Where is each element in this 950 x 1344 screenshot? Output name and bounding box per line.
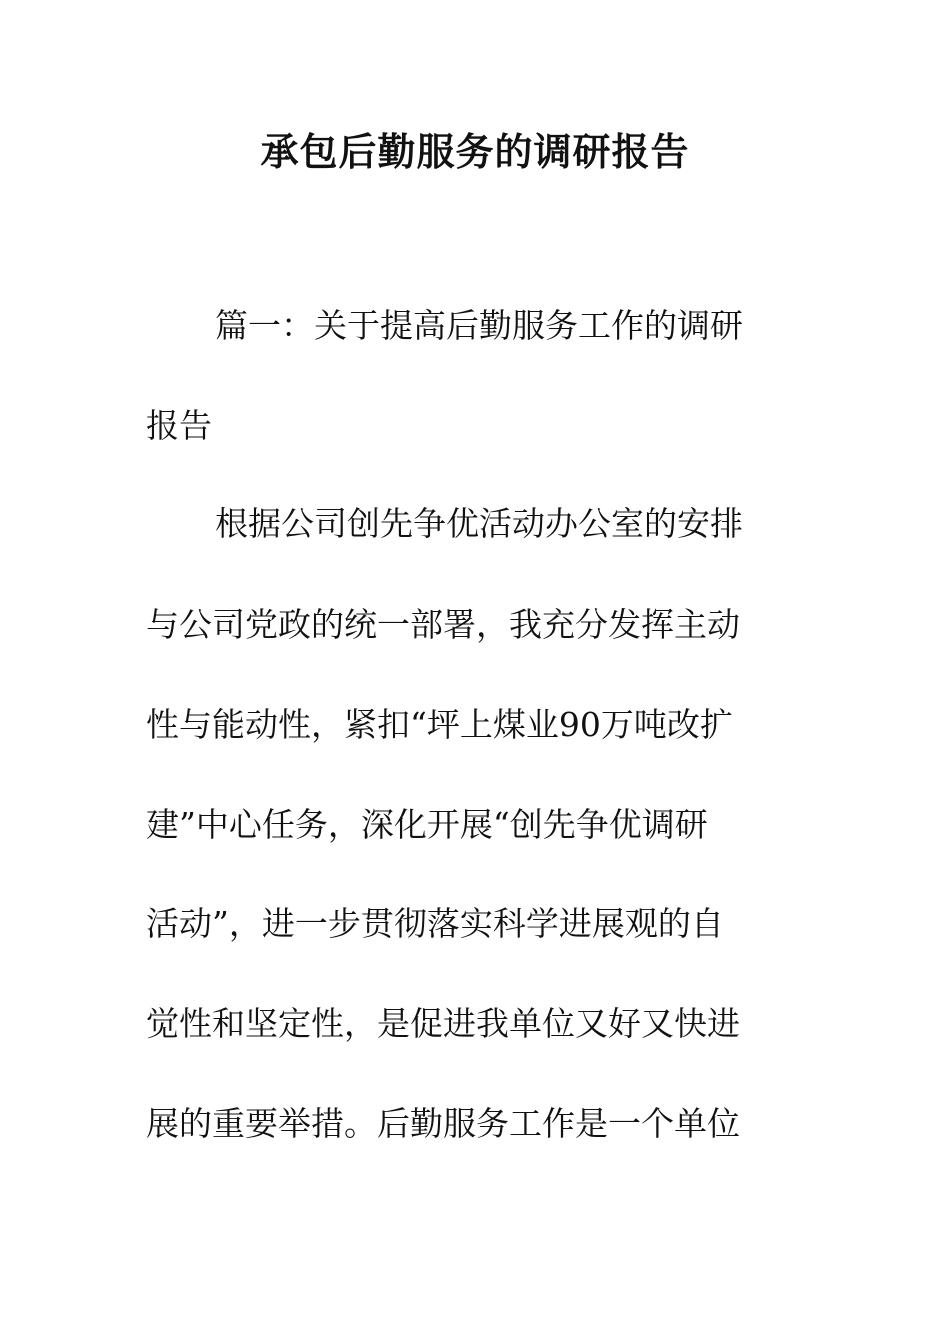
paragraph-line-7: 展的重要举措。后勤服务工作是一个单位 xyxy=(146,1104,740,1143)
paragraph-line-4: 建”中心任务，深化开展“创先争优调研 xyxy=(146,805,708,844)
paragraph-line-1: 根据公司创先争优活动办公室的安排 xyxy=(215,504,743,543)
section-heading-line-2: 报告 xyxy=(146,406,212,445)
section-heading-line-1: 篇一：关于提高后勤服务工作的调研 xyxy=(215,306,743,345)
paragraph-line-2: 与公司党政的统一部署，我充分发挥主动 xyxy=(146,605,740,644)
document-title: 承包后勤服务的调研报告 xyxy=(260,129,690,174)
paragraph-line-5: 活动”，进一步贯彻落实科学进展观的自 xyxy=(146,904,724,943)
paragraph-line-3: 性与能动性，紧扣“坪上煤业90万吨改扩 xyxy=(146,705,733,744)
paragraph-line-6: 觉性和坚定性，是促进我单位又好又快进 xyxy=(146,1004,740,1043)
